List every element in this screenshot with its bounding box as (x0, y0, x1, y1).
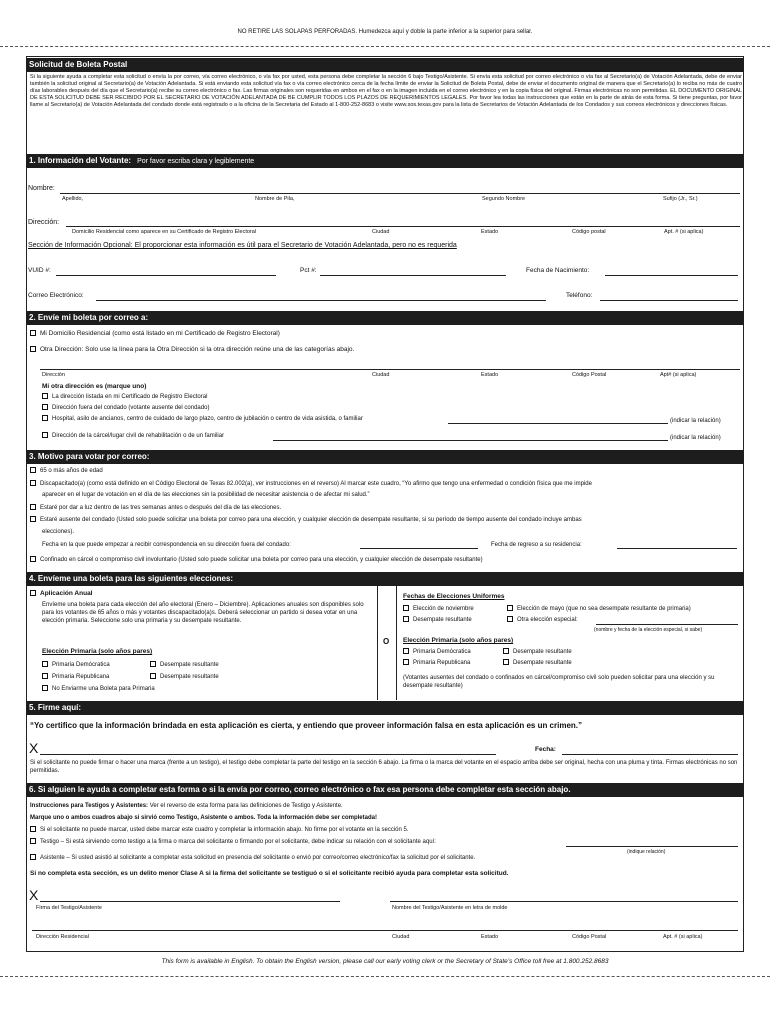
option-label: Testigo – Si está sirviendo como testigo a la firma o marca del solicitante o firmando por el solicitante, debe indicar su relación con el solicitante aquí: (40, 839, 436, 845)
indique-relacion-note: (indique relación) (627, 849, 666, 855)
option-label: Desempate resultante (513, 660, 572, 666)
direccion-field[interactable] (66, 226, 740, 227)
witness-ciudad-label: Ciudad (392, 934, 410, 940)
checkbox[interactable] (42, 415, 48, 421)
option-label: Otra Dirección: Solo use la línea para la Otra Dirección si la otra dirección reúne una de las categorías abajo. (40, 346, 355, 353)
telefono-label: Teléfono: (566, 292, 593, 299)
signature-note: Si el solicitante no puede firmar o hacer una marca (frente a un testigo), el testigo debe completar la parte del testigo en la sección 6 abajo. La firma o la marca del votante en el espacio arriba debe ser original, hecha con una pluma y tinta. Firmas electrónicas no son permitidas. (30, 760, 738, 774)
otra-direccion-field[interactable] (40, 369, 740, 370)
codigo-postal-label: Código postal (572, 229, 606, 235)
primaria-rep-desempate-2[interactable] (503, 659, 572, 667)
instrucciones-line (30, 802, 343, 810)
section-1-header (26, 154, 744, 168)
option-label: Si el solicitante no puede marcar, usted debe marcar este cuadro y completar la información abajo. No firme por el votante en la sección 5. (40, 827, 409, 833)
checkbox[interactable] (30, 556, 36, 562)
domicilio-label: Domicilio Residencial como aparece en su Certificado de Registro Electoral (72, 229, 257, 235)
fecha-regreso-label: Fecha de regreso a su residencia: (491, 542, 582, 548)
checkbox[interactable] (42, 673, 48, 679)
checkbox[interactable] (30, 330, 36, 336)
reason-birth[interactable] (30, 504, 281, 512)
certification-text: “Yo certifico que la información brindada en esta aplicación es cierta, y entiendo que proveer información falsa en esta aplicación es un crimen.” (30, 721, 583, 730)
checkbox[interactable] (30, 838, 36, 844)
direccion-residencial-label: Dirección Residencial (36, 934, 89, 940)
direccion-label: Dirección: (28, 219, 60, 226)
option-label: Desempate resultante (160, 674, 219, 680)
relacion-field-d[interactable] (273, 440, 668, 441)
reason-disability-cont: aparecer en el lugar de votación en el día de las elecciones sin la posibilidad de necesitar asistencia o de afectar mi salud.” (42, 492, 370, 498)
checkbox[interactable] (42, 432, 48, 438)
checkbox[interactable] (30, 516, 36, 522)
checkbox[interactable] (503, 648, 509, 654)
option-label: Desempate resultante (160, 662, 219, 668)
section-4-header: 4. Envíeme una boleta para las siguientes elecciones: (26, 572, 744, 586)
section-6-header: 6. Si alguien le ayuda a completar esta forma o si la envía por correo, correo electrónico o fax esa persona debe completar esta sección abajo. (26, 783, 744, 797)
or-label: O (383, 637, 390, 646)
option-label: La dirección listada en mi Certificado de Registro Electoral (52, 394, 208, 400)
option-label: Hospital, asilo de ancianos, centro de cuidado de largo plazo, centro de jubilación o centro de vida asistida, o familiar (52, 416, 363, 422)
witness-codigo-label: Código Postal (572, 934, 607, 940)
otra-eleccion-especial[interactable] (507, 616, 578, 624)
option-label: Elección de mayo (que no sea desempate resultante de primaria) (517, 606, 691, 612)
signature-x: X (29, 740, 39, 756)
estado-label: Estado (481, 229, 499, 235)
intro-text: Si la siguiente ayuda a completar esta solicitud o envía la por correo, vía correo electrónico, o vía fax por usted, esta persona debe completar la sección 6 bajo Testigo/Asistente. Si envía esta solicitud por correo electrónico o vía fax al Secretario(a) de Votación Adelantada, debe de enviar también la solicitud original al Secretario(a) de Votación Adelantada. Si está enviando esta solicitud vía fax o vía correo electrónico cerca de la fecha límite de enviar la Solicitud de Boleta Postal, debe de enviar el documento original de manera que el Secretario(a) lo reciba no más de cuatro días laborables después del día que el Secretario(a) recibe su correo electrónico o fax. Las firmas originales son requeridas en ambos en el fax o en la imagen incluida en el correo electrónico y en la copia física del original. Firmas electrónicas no son permitidas. EL DOCUMENTO ORIGINAL DE ESTA SOLICITUD DEBE SER RECIBIDO POR EL SECRETARIO DE VOTACIÓN ADELANTADA DE BE CUMPLIR TODOS LOS PLAZOS DE REQUERIMIENTOS LEGALES. Por favor lea todas las instrucciones que están en la parte de atrás de esta forma. Si tiene preguntas, por favor llame al Secretario(a) de Votación Adelantada del condado donde está registrado o a la oficina de la Secretaria del Estado al 1-800-252-8683 o visite www.sos.texas.gov para la lista de Secretarios de Votación Adelantada de los Condados y sus correos electrónicos y direcciones físicas. (30, 74, 742, 108)
section-4-divider-right (396, 586, 397, 700)
relacion-testigo-field[interactable] (566, 846, 738, 847)
apt-label: Apt. # (si aplica) (664, 229, 704, 235)
eleccion-mayo[interactable] (507, 605, 691, 613)
relacion-field-c[interactable] (448, 423, 668, 424)
indicar-relacion-d: (indicar la relación) (670, 435, 721, 441)
section-3-header: 3. Motivo para votar por correo: (26, 450, 744, 464)
mailing-option-residence[interactable] (30, 330, 280, 338)
section-2-header: 2. Envíe mi boleta por correo a: (26, 311, 744, 325)
segundo-nombre-label: Segundo Nombre (482, 196, 526, 202)
reason-disability[interactable] (30, 480, 592, 488)
otra-option-a[interactable] (42, 393, 207, 401)
checkbox[interactable] (42, 393, 48, 399)
checkbox[interactable] (30, 826, 36, 832)
mi-otra-heading: Mi otra dirección es (marque uno) (42, 383, 147, 390)
mailing-option-other[interactable] (30, 346, 354, 354)
nombre-pila-label: Nombre de Pila, (255, 196, 295, 202)
checkbox[interactable] (507, 605, 513, 611)
uniformes-heading: Fechas de Elecciones Uniformes (403, 593, 505, 600)
top-notice: NO RETIRE LAS SOLAPAS PERFORADAS. Humedezca aquí y doble la parte inferior a la superior para sellar. (237, 29, 533, 35)
pct-label: Pct #: (300, 267, 317, 274)
nombre-label: Nombre: (28, 185, 55, 192)
reason-65[interactable] (30, 467, 103, 475)
section-1-subtitle: Por favor escriba clara y legiblemente (137, 158, 255, 165)
checkbox[interactable] (30, 854, 36, 860)
footer-english-note: This form is available in English. To obtain the English version, please call our early voting clerk or the Secretary of State’s Office toll free at 1.800.252.8683 (161, 958, 609, 965)
vuid-label: VUID #: (28, 267, 51, 274)
otra-option-c[interactable] (42, 415, 363, 423)
instrucciones-bold: Instrucciones para Testigos y Asistentes: (30, 803, 149, 809)
witness-address-field[interactable] (32, 930, 738, 931)
apellido-label: Apellido, (62, 196, 84, 202)
correo-label: Correo Electrónico: (28, 292, 84, 299)
checkbox[interactable] (30, 467, 36, 473)
sufijo-label: Sufijo (Jr., Sr.) (663, 196, 698, 202)
witness-signature-x: X (29, 887, 39, 903)
option-label: Primaria Republicana (52, 674, 110, 680)
primaria-dem-desempate[interactable] (150, 661, 219, 669)
telefono-field[interactable] (600, 300, 738, 301)
firma-testigo-label: Firma del Testigo/Asistente (36, 905, 102, 911)
otra-ciudad-label: Ciudad (372, 372, 390, 378)
checkbox[interactable] (42, 404, 48, 410)
instrucciones-text: Ver el reverso de esta forma para las definiciones de Testigo y Asistente. (149, 803, 343, 809)
desempate-resultante-uniforme[interactable] (403, 616, 472, 624)
annual-text: Envíeme una boleta para cada elección del año electoral (Enero – Diciembre). Aplicaciones anuales son disponibles solo para los votantes de 65 años o más y votantes discapacitado(a)s. Deberá seleccionar un partido si desea votar en una elección primaria. Seleccione solo una primaria y su desempate resultante. (42, 602, 364, 624)
option-label: Confinado en cárcel o compromiso civil involuntario (Usted solo puede solicitar una boleta por correo para una elección, y cualquier elección de desempate resultante) (40, 557, 483, 563)
primaria-dem-2[interactable] (403, 648, 471, 656)
option-label: Primaria Demócratica (52, 662, 110, 668)
fecha-empezar-label: Fecha en la que puede empezar a recibir correspondencia en su dirección fuera del condado: (42, 542, 291, 548)
fecha-empezar-field[interactable] (360, 548, 478, 549)
no-enviar-primaria[interactable] (42, 685, 155, 693)
checkbox[interactable] (403, 616, 409, 622)
primaria-rep-2[interactable] (403, 659, 470, 667)
checkbox[interactable] (30, 504, 36, 510)
checkbox[interactable] (30, 346, 36, 352)
indicar-relacion-c: (indicar la relación) (670, 418, 721, 424)
primaria-heading: Elección Primaria (solo años pares) (42, 648, 153, 655)
form-title: Solicitud de Boleta Postal (26, 58, 744, 72)
option-label: Otra elección especial: (517, 617, 578, 623)
witness-option-mark[interactable] (30, 826, 409, 834)
reason-absent-cont: elecciones). (42, 529, 75, 535)
reason-jail[interactable] (30, 556, 483, 564)
checkbox[interactable] (42, 685, 48, 691)
eleccion-noviembre[interactable] (403, 605, 474, 613)
witness-option-testigo[interactable] (30, 838, 436, 846)
option-label: Aplicación Anual (40, 590, 93, 597)
primaria-heading-2: Elección Primaria (solo años pares) (403, 637, 514, 644)
checkbox[interactable] (403, 648, 409, 654)
option-label: Primaria Demócratica (413, 649, 471, 655)
witness-option-asistente[interactable] (30, 854, 475, 862)
witness-estado-label: Estado (481, 934, 499, 940)
option-label: Estaré ausente del condado (Usted solo puede solicitar una boleta por correo para una elección, y cualquier elección de desempate resultante, si su período de tiempo ausente del condado incluye ambas (40, 517, 582, 523)
fecha-regreso-field[interactable] (617, 548, 737, 549)
nombre-field[interactable] (60, 193, 740, 194)
option-label: 65 o más años de edad (40, 468, 103, 474)
option-label: Desempate resultante (413, 617, 472, 623)
witness-apt-label: Apt. # (si aplica) (663, 934, 703, 940)
otra-apt-label: Apt# (si aplica) (660, 372, 697, 378)
primaria-rep[interactable] (42, 673, 109, 681)
checkbox[interactable] (150, 673, 156, 679)
option-label: Dirección de la cárcel/lugar civil de rehabilitación o de un familiar (52, 433, 225, 439)
primaria-rep-desempate[interactable] (150, 673, 219, 681)
section-1-title: 1. Información del Votante: (29, 156, 132, 165)
signature-field[interactable] (40, 754, 496, 755)
option-label: Dirección fuera del condado (votante ausente del condado) (52, 405, 210, 411)
checkbox[interactable] (403, 605, 409, 611)
otra-direccion-label: Dirección (42, 372, 65, 378)
correo-field[interactable] (96, 300, 546, 301)
pct-field[interactable] (320, 275, 506, 276)
reason-absent[interactable] (30, 516, 582, 524)
otra-codigo-label: Código Postal (572, 372, 607, 378)
option-label: Mi Domicilio Residencial (como está listado en mi Certificado de Registro Electoral) (40, 330, 280, 337)
option-label: Estaré por dar a luz dentro de las tres semanas antes o después del día de las elecciones. (40, 505, 282, 511)
option-label: No Enviarme una Boleta para Primaria (52, 686, 155, 692)
fecha-field[interactable] (562, 754, 738, 755)
nombre-testigo-label: Nombre del Testigo/Asistente en letra de molde (392, 905, 508, 911)
option-label: Elección de noviembre (413, 606, 474, 612)
eleccion-especial-field[interactable] (596, 624, 738, 625)
bottom-perforation-line (0, 976, 770, 977)
section-5-header: 5. Firme aquí: (26, 701, 744, 715)
otra-estado-label: Estado (481, 372, 499, 378)
checkbox[interactable] (150, 661, 156, 667)
checkbox[interactable] (503, 659, 509, 665)
ciudad-label: Ciudad (372, 229, 390, 235)
checkbox[interactable] (403, 659, 409, 665)
annual-application[interactable] (30, 590, 93, 598)
fecha-nacimiento-field[interactable] (605, 275, 738, 276)
misdemeanor-warning: Si no completa esta sección, es un delito menor Clase A si la firma del solicitante se testiguó o si el solicitante recibió ayuda para completar esta solicitud. (30, 870, 509, 877)
vuid-field[interactable] (56, 275, 276, 276)
option-label: Discapacitado(a) (como está definido en el Código Electoral de Texas 82.002(a), ver instrucciones en el reverso) Al marcar este cuadro, “Yo afirmo que tengo una enfermedad o condición física que me impide (40, 481, 592, 487)
primaria-dem-desempate-2[interactable] (503, 648, 572, 656)
witness-name-field[interactable] (390, 901, 738, 902)
otra-option-d[interactable] (42, 432, 224, 440)
option-label: Desempate resultante (513, 649, 572, 655)
option-label: Asistente – Si usted asistió al solicitante a completar esta solicitud en presencia del solicitante o envió por correo/correo electrónico/fax la solicitud por el solicitante. (40, 855, 476, 861)
section-4-divider-left (377, 586, 378, 700)
option-label: Primaria Republicana (413, 660, 471, 666)
checkbox[interactable] (30, 590, 36, 596)
nombre-fecha-note: (nombre y fecha de la elección especial, si sabe) (594, 627, 703, 633)
perforation-line (0, 46, 770, 47)
otra-option-b[interactable] (42, 404, 209, 412)
checkbox[interactable] (507, 616, 513, 622)
optional-info-heading: Sección de Información Opcional: El proporcionar esta información es útil para el Secretario de Votación Adelantada, pero no es requerida (28, 242, 457, 249)
marque-instruction: Marque uno o ambos cuadros abajo si sirvió como Testigo, Asistente o ambos. Toda la información debe ser completada! (30, 815, 377, 821)
fecha-nacimiento-label: Fecha de Nacimiento: (526, 267, 590, 274)
fecha-label: Fecha: (535, 746, 556, 753)
witness-signature-field[interactable] (40, 901, 340, 902)
checkbox[interactable] (42, 661, 48, 667)
confinados-note: (Votantes ausentes del condado o confinados en cárcel/compromiso civil solo pueden solicitar para una elección y su desempate resultante) (403, 675, 715, 689)
primaria-dem[interactable] (42, 661, 110, 669)
checkbox[interactable] (30, 480, 36, 486)
